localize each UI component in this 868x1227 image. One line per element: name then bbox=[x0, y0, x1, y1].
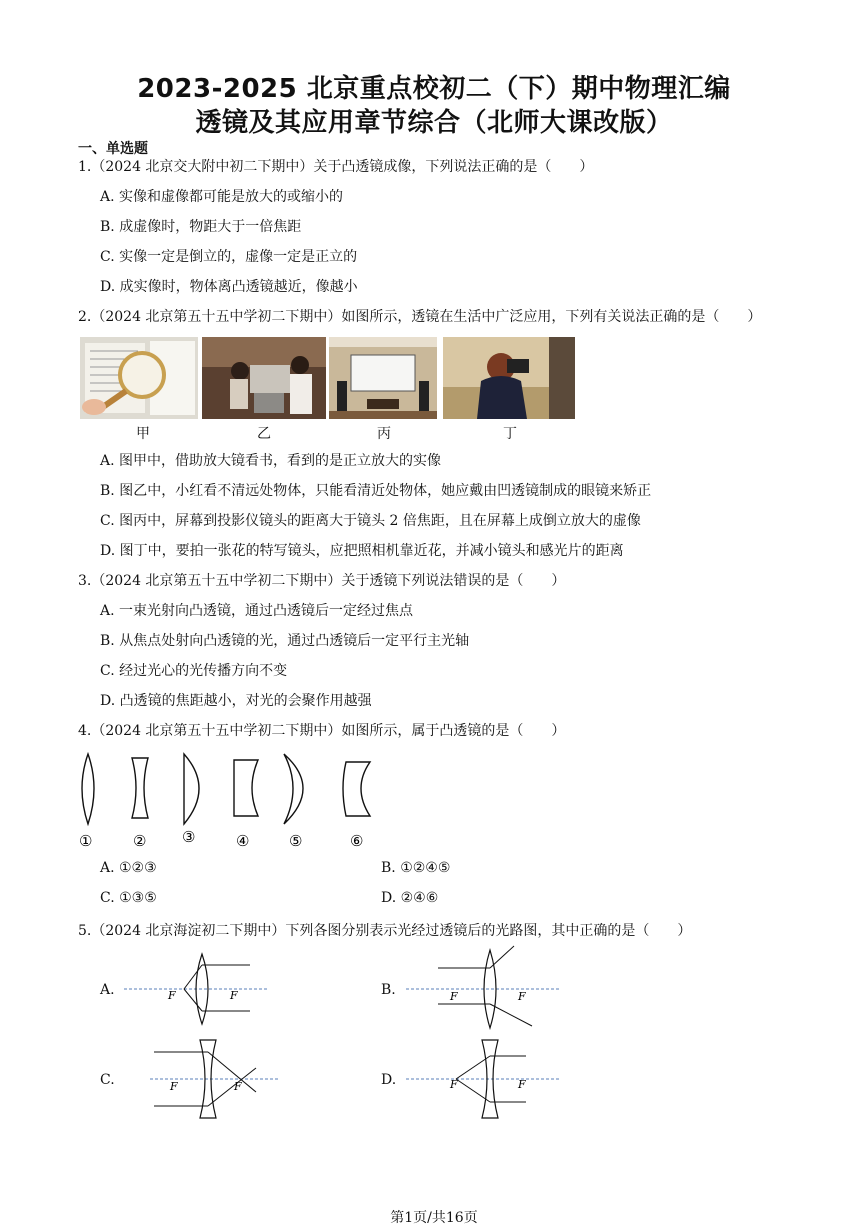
q3-option-c: C. 经过光心的光传播方向不变 bbox=[100, 663, 288, 679]
q5a-focus-right: F bbox=[230, 989, 238, 1002]
q5d-focus-right: F bbox=[518, 1078, 526, 1091]
q2-option-c: C. 图丙中，屏幕到投影仪镜头的距离大于镜头 2 倍焦距，且在屏幕上成倒立放大的虚像 bbox=[100, 513, 641, 529]
photo-caption-jia: 甲 bbox=[136, 426, 150, 442]
photo-eye-exam bbox=[202, 337, 326, 419]
photo-projector-room bbox=[329, 337, 437, 419]
q5c-focus-left: F bbox=[170, 1080, 178, 1093]
q1-option-a: A. 实像和虚像都可能是放大的或缩小的 bbox=[100, 189, 344, 205]
page-footer: 第1页/共16页 bbox=[390, 1210, 478, 1226]
q5-diagram-c bbox=[148, 1036, 282, 1122]
q5b-focus-right: F bbox=[518, 990, 526, 1003]
lens-label-5: ⑤ bbox=[289, 832, 303, 850]
q5b-focus-left: F bbox=[450, 990, 458, 1003]
lens-shapes-figure bbox=[74, 748, 394, 852]
q5-label-b: B. bbox=[381, 982, 396, 998]
q5-label-a: A. bbox=[100, 982, 115, 998]
q5c-focus-right: F bbox=[234, 1080, 242, 1093]
question-3-stem: 3.（2024 北京第五十五中学初二下期中）关于透镜下列说法错误的是（ ） bbox=[78, 573, 566, 589]
q5-label-c: C. bbox=[100, 1072, 115, 1088]
photo-caption-ding: 丁 bbox=[503, 426, 517, 442]
q3-option-d: D. 凸透镜的焦距越小，对光的会聚作用越强 bbox=[100, 693, 372, 709]
question-5-stem: 5.（2024 北京海淀初二下期中）下列各图分别表示光经过透镜后的光路图，其中正确的是（ ） bbox=[78, 923, 692, 939]
q2-option-d: D. 图丁中，要拍一张花的特写镜头，应把照相机靠近花，并减小镜头和感光片的距离 bbox=[100, 543, 624, 559]
q2-option-a: A. 图甲中，借助放大镜看书，看到的是正立放大的实像 bbox=[100, 453, 442, 469]
lens-label-2: ② bbox=[133, 832, 147, 850]
q1-option-b: B. 成虚像时，物距大于一倍焦距 bbox=[100, 219, 302, 235]
question-4-stem: 4.（2024 北京第五十五中学初二下期中）如图所示，属于凸透镜的是（ ） bbox=[78, 723, 566, 739]
lens-6-meniscus-concave bbox=[343, 762, 370, 816]
page-title: 2023-2025 北京重点校初二（下）期中物理汇编 bbox=[137, 74, 731, 104]
photo-caption-bing: 丙 bbox=[377, 426, 391, 442]
q4-option-d: D. ②④⑥ bbox=[381, 890, 439, 906]
lens-3-planoconvex bbox=[184, 754, 199, 824]
q4-option-b: B. ①②④⑤ bbox=[381, 860, 451, 876]
q1-option-c: C. 实像一定是倒立的，虚像一定是正立的 bbox=[100, 249, 358, 265]
lens-label-1: ① bbox=[79, 832, 93, 850]
question-1-stem: 1.（2024 北京交大附中初二下期中）关于凸透镜成像，下列说法正确的是（ ） bbox=[78, 159, 594, 175]
lens-1-biconvex bbox=[82, 754, 94, 824]
q5a-focus-left: F bbox=[168, 989, 176, 1002]
lens-label-4: ④ bbox=[236, 832, 250, 850]
lens-4-planoconcave bbox=[234, 760, 258, 816]
page-subtitle: 透镜及其应用章节综合（北师大课改版） bbox=[195, 108, 673, 138]
question-2-stem: 2.（2024 北京第五十五中学初二下期中）如图所示，透镜在生活中广泛应用，下列有关说法正确的是（ ） bbox=[78, 309, 762, 325]
photo-camera bbox=[443, 337, 575, 419]
q5-label-d: D. bbox=[381, 1072, 397, 1088]
q3-option-b: B. 从焦点处射向凸透镜的光，通过凸透镜后一定平行主光轴 bbox=[100, 633, 470, 649]
lens-2-biconcave bbox=[132, 758, 148, 818]
lens-label-6: ⑥ bbox=[350, 832, 364, 850]
q3-option-a: A. 一束光射向凸透镜，通过凸透镜后一定经过焦点 bbox=[100, 603, 414, 619]
q5d-focus-left: F bbox=[450, 1078, 458, 1091]
q1-option-d: D. 成实像时，物体离凸透镜越近，像越小 bbox=[100, 279, 358, 295]
lens-label-3: ③ bbox=[182, 828, 196, 846]
lens-5-meniscus-convex bbox=[284, 754, 303, 824]
photo-magnifier bbox=[80, 337, 198, 419]
section-heading: 一、单选题 bbox=[78, 141, 148, 157]
q4-option-a: A. ①②③ bbox=[100, 860, 157, 876]
q4-option-c: C. ①③⑤ bbox=[100, 890, 157, 906]
q5-diagram-b bbox=[404, 944, 564, 1030]
photo-caption-yi: 乙 bbox=[257, 426, 271, 442]
q2-option-b: B. 图乙中，小红看不清远处物体，只能看清近处物体，她应戴由凹透镜制成的眼镜来矫正 bbox=[100, 483, 652, 499]
q5-diagram-a bbox=[118, 948, 278, 1030]
q5-diagram-d bbox=[404, 1036, 564, 1122]
